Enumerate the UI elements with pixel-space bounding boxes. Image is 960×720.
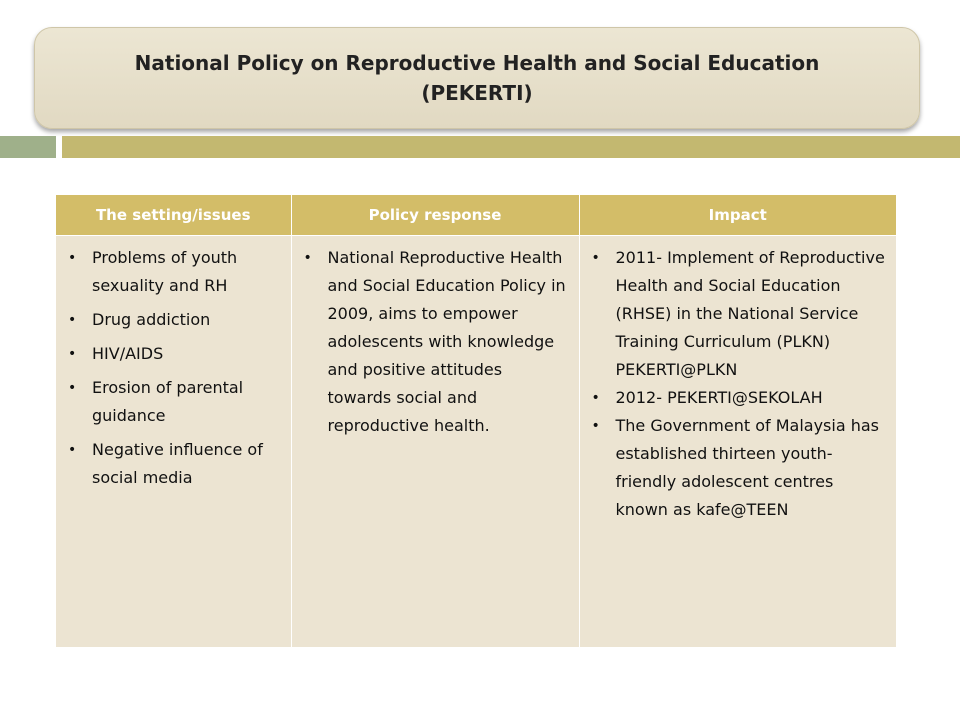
list-item: • 2011- Implement of Reproductive Health and Social Education (RHSE) in the National Service Training Curriculum (PLKN) PEKERTI@PLKN [586,244,887,384]
accent-bar-left [0,136,56,158]
bullet-icon: • [68,312,77,328]
list-item: • Negative influence of social media [62,436,281,492]
bullet-icon: • [591,250,600,266]
policy-table [56,195,896,647]
list-item: • Drug addiction [62,306,281,334]
header-impact: Impact [579,195,896,236]
list-item: • Problems of youth sexuality and RH [62,244,281,300]
impact-cell [579,236,896,648]
bullet-icon: • [591,390,600,406]
slide-title-line2: (PEKERTI) [421,81,533,105]
table-row [56,236,896,648]
list-item: • Erosion of parental guidance [62,374,281,430]
setting-issues-cell [56,236,291,648]
table-header-row [56,195,896,236]
bullet-icon: • [68,380,77,396]
bullet-icon: • [68,346,77,362]
header-policy-response: Policy response [291,195,579,236]
accent-bar-right [62,136,960,158]
list-item: • HIV/AIDS [62,340,281,368]
list-item: • 2012- PEKERTI@SEKOLAH [586,384,887,412]
bullet-icon: • [591,418,600,434]
policy-response-cell [291,236,579,648]
bullet-icon: • [68,250,77,266]
list-item: • National Reproductive Health and Social Education Policy in 2009, aims to empower adolescents with knowledge and positive attitudes towards social and reproductive health. [298,244,569,440]
bullet-icon: • [68,442,77,458]
header-setting-issues: The setting/issues [56,195,291,236]
list-item: • The Government of Malaysia has established thirteen youth-friendly adolescent centres known as kafe@TEEN [586,412,887,524]
slide-title-line1: National Policy on Reproductive Health and Social Education [134,51,820,75]
title-banner [34,27,920,129]
bullet-icon: • [303,250,312,266]
